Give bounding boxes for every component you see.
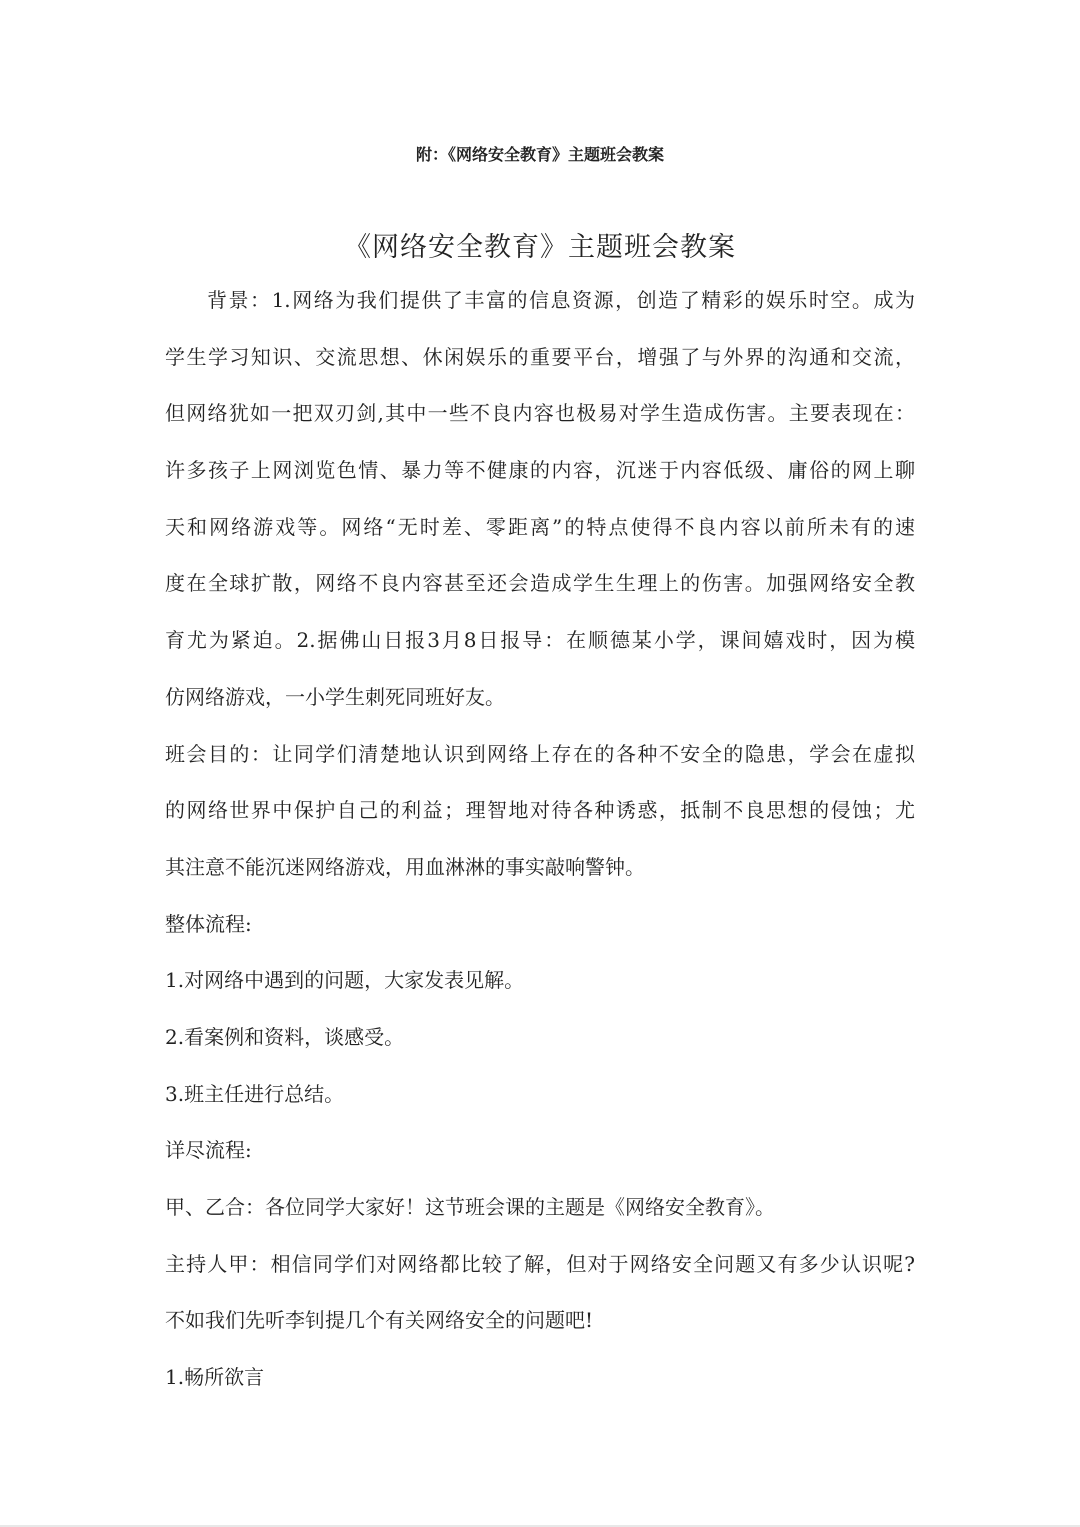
paragraph bbox=[165, 896, 915, 953]
text-line: 1.畅所欲言 bbox=[165, 1365, 265, 1390]
text-line: 详尽流程: bbox=[165, 1138, 252, 1163]
text-line: 不如我们先听李钊提几个有关网络安全的问题吧! bbox=[165, 1308, 594, 1333]
text-line: 许多孩子上网浏览色情、暴力等不健康的内容，沉迷于内容低级、庸俗的网上聊 bbox=[165, 458, 915, 483]
document-pre-title: 附：《网络安全教育》主题班会教案 bbox=[415, 145, 664, 164]
text-line: 甲、乙合：各位同学大家好！这节班会课的主题是《网络安全教育》。 bbox=[165, 1195, 775, 1219]
text-line: 背景：1.网络为我们提供了丰富的信息资源，创造了精彩的娱乐时空。成为 bbox=[207, 288, 915, 312]
text-line: 3.班主任进行总结。 bbox=[165, 1081, 345, 1106]
text-line: 2.看案例和资料，谈感受。 bbox=[165, 1024, 405, 1049]
text-line: 天和网络游戏等。网络“无时差、零距离”的特点使得不良内容以前所未有的速 bbox=[165, 514, 915, 539]
text-line: 但网络犹如一把双刃剑,其中一些不良内容也极易对学生造成伤害。主要表现在： bbox=[165, 401, 915, 426]
paragraph bbox=[165, 952, 915, 1009]
text-line: 主持人甲：相信同学们对网络都比较了解，但对于网络安全问题又有多少认识呢? bbox=[165, 1251, 915, 1276]
text-line: 度在全球扩散，网络不良内容甚至还会造成学生生理上的伤害。加强网络安全教 bbox=[165, 571, 915, 596]
text-line: 仿网络游戏，一小学生刺死同班好友。 bbox=[165, 684, 505, 709]
document-title: 《网络安全教育》主题班会教案 bbox=[344, 232, 736, 263]
text-line: 其注意不能沉迷网络游戏，用血淋淋的事实敲响警钟。 bbox=[165, 854, 645, 879]
document-body bbox=[165, 272, 915, 1406]
text-line: 学生学习知识、交流思想、休闲娱乐的重要平台，增强了与外界的沟通和交流， bbox=[165, 344, 915, 369]
paragraph bbox=[165, 726, 915, 896]
paragraph bbox=[165, 272, 915, 726]
paragraph bbox=[165, 1066, 915, 1123]
paragraph bbox=[165, 1236, 915, 1349]
text-line: 班会目的：让同学们清楚地认识到网络上存在的各种不安全的隐患，学会在虚拟 bbox=[165, 741, 915, 766]
text-line: 1.对网络中遇到的问题，大家发表见解。 bbox=[165, 968, 525, 993]
paragraph bbox=[165, 1349, 915, 1406]
text-line: 育尤为紧迫。2.据佛山日报3月8日报导：在顺德某小学，课间嬉戏时，因为模 bbox=[165, 628, 915, 653]
text-line: 的网络世界中保护自己的利益；理智地对待各种诱惑，抵制不良思想的侵蚀；尤 bbox=[165, 798, 915, 823]
text-line: 整体流程: bbox=[165, 911, 252, 936]
paragraph bbox=[165, 1009, 915, 1066]
paragraph bbox=[165, 1122, 915, 1179]
paragraph bbox=[165, 1179, 915, 1236]
